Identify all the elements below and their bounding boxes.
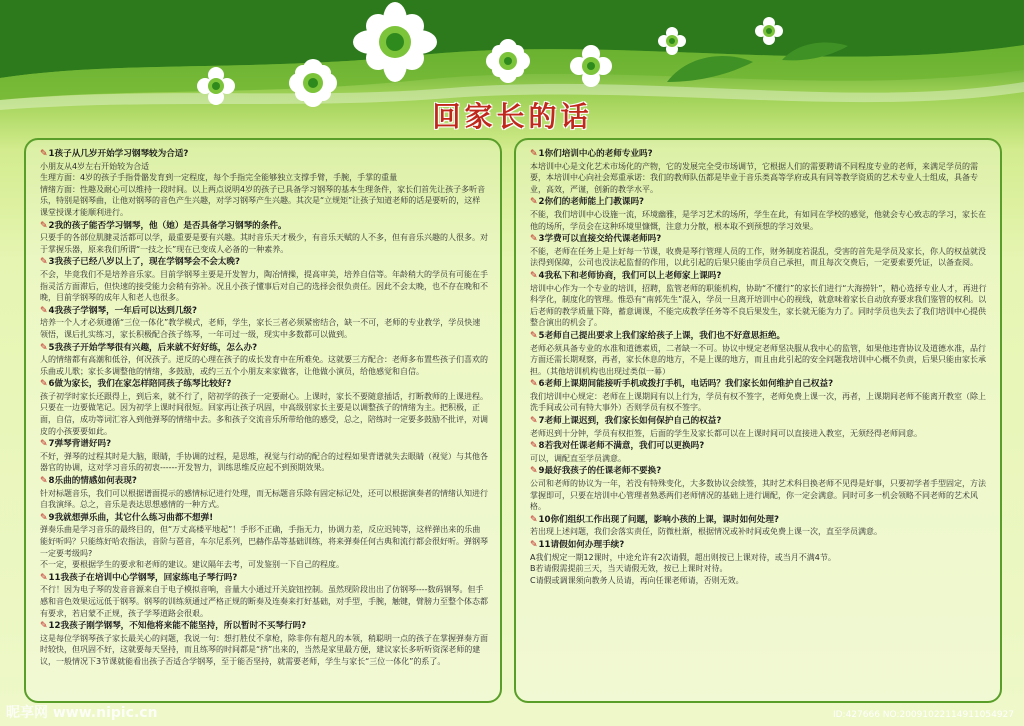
question: 8乐曲的情感如何表现? xyxy=(48,476,137,487)
flower-icon xyxy=(194,66,238,106)
pencil-icon: ✎ xyxy=(40,476,48,487)
qa-item xyxy=(40,257,488,303)
question: 12我孩子刚学钢琴，不知他将来能不能坚持，所以暂时不买琴行吗? xyxy=(48,621,307,632)
right-qa-panel xyxy=(514,138,1002,703)
question: 3我孩子已经八岁以上了，现在学钢琴会不会太晚? xyxy=(48,257,240,268)
pencil-icon: ✎ xyxy=(40,257,48,268)
answer: 只要手的各部位肌腱灵活都可以学，最重要是要有兴趣。其时音乐天才极少，有音乐天赋的人不多，但有音乐兴趣的人很多。对于掌握乐器，原来我们所谓“一技之长”现在已变成人必备的一种素养。 xyxy=(40,233,488,254)
answer: 培养一个人才必须遵循“三位一体化”教学模式，老师，学生，家长三者必须紧密结合，缺一不可，老师的专业教学，学员快速领悟，课后扎实练习，家长积极配合孩子练琴，一年可过一级，现实中多数都可以做到。 xyxy=(40,318,481,339)
pencil-icon: ✎ xyxy=(530,416,538,427)
answer: 不能，老师在任务上是上好每一节课，收费是琴行管理人员的工作，财务制度若混乱，受害的首先是学员及家长，你人的权益就没法得到保障，公司也没法起监督的作用，以此引起的后果只能由学员自己承担，而且每次交费后，一定要索要凭证，以备查阅。 xyxy=(530,246,986,268)
answer: 我们培训中心规定：老师在上课期间有以上行为，学员有权不签字，老师免费上课一次，再者，上课期间老师不能离开教室（除上洗手间或公司有特大事外）否则学员有权不签字。 xyxy=(530,391,986,413)
pencil-icon: ✎ xyxy=(530,466,538,477)
qa-item xyxy=(530,540,988,586)
pencil-icon: ✎ xyxy=(530,441,538,452)
pencil-icon: ✎ xyxy=(530,540,538,550)
pencil-icon: ✎ xyxy=(530,149,538,159)
qa-item xyxy=(40,621,488,667)
answer: 公司和老师的协议为一年，若没有特殊变化，大多数协议会续签，其时艺术科目换老师不见得是好事，只要初学者手型固定，方法掌握即可，只要在培训中心管理者熟悉两们老师情况的基础上进行调配，你一定会满意。同时可多一机会领略不同老师的艺术风格。 xyxy=(530,479,986,512)
answer: 不能，我们培训中心设施一流，环境幽雅，是学习艺术的场所，学生在此，有如同在学校的感觉，他就会专心致志的学习，家长在他的场所，学员会在这种环境里慷慨，注意力分散，根本取不到预想的学习效果。 xyxy=(530,209,986,231)
question: 4我孩子学钢琴，一年后可以达到几级? xyxy=(48,305,198,316)
pencil-icon: ✎ xyxy=(530,514,538,525)
answer: 这是每位学钢琴孩子家长最关心的问题，我说一句：想打胜仗不拿枪，除非你有超凡的本领，稍聪明一点的孩子在掌握弹奏方面时较快，但巩固不好，这就要每天坚持，而且练琴的时间都是“挤”出来的，当然是家里最方便，建议家长多听听资深老师的建议，一般情况下3节课就能看出孩子否适合学钢琴，至于能否坚持，就需要老师，学生与家长“三位一体化”的系了。 xyxy=(40,633,488,666)
qa-item xyxy=(40,379,488,437)
answer: 老师必须具备专业的水准和道德素质，二者缺一不可。协议中规定老师坚决服从我中心的监管，如果他违背协议及道德水准，品行方面还需长期观察，再者，家长休息的地方，不是上课的地方，而且由此引起的安全问题我培训中心概不负责，后果只能由家长承担。（其他培训机构也出现过类似一幕） xyxy=(530,343,986,376)
qa-item xyxy=(40,221,488,256)
question: 10你们组织工作出现了问题，影响小孩的上课，课时如何处理? xyxy=(538,514,779,525)
answer: 弹奏乐曲是学习音乐的最终目的，但“万丈高楼平地起”！手形不正确，手指无力，协调力差，反应迟钝等，这样弹出来的乐曲能好听吗？只能练好哈农指法，音阶与琶音，车尔尼系列，巴赫作品等基础训练，将来弹奏任何古典和流行都会很好听。弹钢琴一定要考级吗? 不一定，要根据学生的要求和老师的建议。建议隔年去考，可发鉴别一下自己的程度。 xyxy=(40,525,488,570)
pencil-icon: ✎ xyxy=(530,379,538,390)
pencil-icon: ✎ xyxy=(530,234,538,245)
pencil-icon: ✎ xyxy=(40,342,48,353)
question: 2我的孩子能否学习钢琴，他（她）是否具备学习钢琴的条件。 xyxy=(48,220,287,231)
question: 9我就想弹乐曲，其它什么练习曲都不想弹! xyxy=(48,512,214,523)
qa-item xyxy=(40,573,488,619)
flower-large-icon xyxy=(345,2,445,82)
answer: 针对标题音乐，我们可以根据谱面提示的感情标记进行处理，而无标题音乐除有固定标记处，还可以根据演奏者的情绪认知进行自我演绎。总之，音乐是表达思想感情的一种方式。 xyxy=(40,488,488,510)
watermark-logo: 昵享网 www.nipic.cn xyxy=(6,705,158,721)
answer: 不好，弹琴的过程其时是大脑，眼睛，手协调的过程，是思维，视觉与行动的配合的过程如果背谱就失去眼睛（视觉）与其他各器官的协调，这对学习音乐的初衷------开发智力，训练思维反应起不到预期效果。 xyxy=(40,451,488,473)
answer: A我们规定一期12课时，中途允许有2次请假，超出则按已上课对待，或当月不满4节。 B若请假需提前三天，当天请假无效，按已上课时对待。 C请假或调课须向教务人员请，再向任课老师请，否则无效。 xyxy=(530,552,836,585)
question: 2你们的老师能上门教课吗? xyxy=(538,197,645,208)
question: 11我孩子在培训中心学钢琴，回家练电子琴行吗? xyxy=(48,572,238,583)
pencil-icon: ✎ xyxy=(40,621,48,632)
qa-item xyxy=(530,466,988,512)
answer: 培训中心作为一个专业的培训，招聘，监管老师的职能机构，协助“不懂行”的家长们进行“大海捞针”，精心选择专业人才，再进行科学化，制度化的管理。惟恐有“南郭先生”混入，学员一旦离开培训中心的视线，就意味着家长自动放弃要求我们鉴管的权利。以后老师的教学质量下降，蓄意调课，不能完成教学任务等不良后果发生，家长就无能为力了。同时学员也失去了我们培训中心提供整合演出的机会了。 xyxy=(530,283,987,328)
pencil-icon: ✎ xyxy=(40,305,48,316)
flower-icon xyxy=(480,38,536,84)
answer: 若出现上述问题，我们会落实责任，防微杜渐，根据情况或补时间或免费上课一次，直至学员满意。 xyxy=(530,527,882,537)
pencil-icon: ✎ xyxy=(40,512,48,523)
flower-icon xyxy=(565,44,617,88)
question: 8若我对任课老师不满意，我们可以更换吗? xyxy=(538,441,705,452)
question: 11请假如何办理手续? xyxy=(538,540,625,550)
qa-item xyxy=(40,343,488,378)
pencil-icon: ✎ xyxy=(530,270,538,281)
answer: 孩子初学时家长还跟得上，到后来，就不行了，陪初学的孩子一定要耐心。上课时，家长不要随意插话，打断教师的上课进程。只要在一边要做笔记。因为初学上课时间很短。回家再让孩子巩固，中高级别家长主要是以调整孩子的情绪为主。把积极，正面，自信，成功等词汇容入到他弹琴的情绪中去。多和孩子交流音乐所带给他的感受，总之，陪练时一定要多鼓励不批评，对调皮的小孩要要如此。 xyxy=(40,391,488,436)
qa-item xyxy=(530,234,988,269)
qa-item xyxy=(530,197,988,232)
answer: 小朋友从4岁左右开始较为合适 生理方面：4岁的孩子手指骨骼发育到一定程度，每个手指完全能够独立支撑手臂，手腕，手掌的重量 情绪方面：性趣及耐心可以维持一段时间。以上两点说明4岁的孩子已具备学习钢琴的基本生理条件，家长们首先让孩子多听音乐，特别是钢琴曲，让他对钢琴的音色产生兴趣，对学习钢琴产生兴趣。其次是“立规矩”让孩子知道老师的话是要听的，这样课堂授课才能顺利进行。 xyxy=(40,161,486,217)
question: 1你们培训中心的老师专业吗? xyxy=(538,149,653,159)
answer: 老师迟到十分钟，学员有权拒签，后面的学生及家长都可以在上课时间可以直接进入教室，无须经得老师同意。 xyxy=(530,428,922,438)
answer: 不行！因为电子琴的发音音源来自于电子模拟音响，音量大小通过开关旋钮控制。虽然现阶段出出了仿钢琴----数码钢琴。但手感和音色效果远远低于钢琴。钢琴的训练须通过严格正规的断奏及连奏来打好基础，对手型，手腕，触键，臂膀力至整个体态都有要求，若启蒙不正规，孩子学琴道路会很艰。 xyxy=(40,585,488,618)
leaf-icon xyxy=(665,52,755,86)
qa-item xyxy=(40,439,488,474)
question: 5老师自己提出要求上我们家给孩子上课，我们也不好意思拒绝。 xyxy=(538,330,786,341)
qa-item xyxy=(530,331,988,377)
question: 6老师上课期间能接听手机或拨打手机，电话吗？我们家长如何维护自己权益? xyxy=(538,379,834,390)
question: 4我私下和老师协商，我们可以上老师家上课吗? xyxy=(538,270,722,281)
question: 5我孩子开始学琴很有兴趣，后来就不好好练，怎么办? xyxy=(48,342,258,353)
pencil-icon: ✎ xyxy=(40,572,48,583)
question: 6做为家长，我们在家怎样陪同孩子练琴比较好? xyxy=(48,379,232,390)
qa-item xyxy=(530,515,988,538)
title-banner xyxy=(395,92,630,138)
answer: 人的情绪都有高潮和低谷，何况孩子。逆反的心理在孩子的成长发育中在所难免。这就要三方配合：老师多布置些孩子们喜欢的乐曲或儿歌；家长多调整他的情绪，多鼓励，或约三五个小朋友来家做客，让他做小演员，给他感觉和自信。 xyxy=(40,355,488,376)
qa-item xyxy=(40,149,488,219)
qa-item xyxy=(530,149,988,195)
leaf-icon xyxy=(780,38,850,64)
question: 7老师上课迟到，我们家长如何保护自己的权益? xyxy=(538,416,722,427)
pencil-icon: ✎ xyxy=(40,220,48,231)
answer: 可以，调配直至学员满意。 xyxy=(530,453,626,463)
flower-icon xyxy=(282,58,344,108)
pencil-icon: ✎ xyxy=(530,330,538,341)
question: 7弹琴背谱好吗? xyxy=(48,439,112,450)
qa-item xyxy=(530,441,988,464)
question: 3学费可以直接交给代课老师吗? xyxy=(538,234,662,245)
image-id-text: ID:427666 NO:20091022114911054927 xyxy=(832,710,1014,720)
pencil-icon: ✎ xyxy=(40,379,48,390)
pencil-icon: ✎ xyxy=(530,197,538,208)
page-title: 回家长的话 xyxy=(432,100,593,133)
qa-item xyxy=(40,306,488,341)
question: 9最好我孩子的任课老师不要换? xyxy=(538,466,662,477)
qa-item xyxy=(40,476,488,511)
left-qa-panel xyxy=(24,138,502,703)
qa-item xyxy=(530,379,988,414)
qa-item xyxy=(530,416,988,439)
qa-item xyxy=(40,513,488,571)
answer: 不会，毕竟我们不是培养音乐家。目前学钢琴主要是开发智力，陶冶情操，提高审美，培养自信等。年龄稍大的学员有可能在手指灵活方面滞后，但快速的接受能力会稍有弥补。况且小孩子懂事后对自己的选择会很负责任。因此不会太晚，也不存在晚和不晚，目前学钢琴的成年人和老人也很多。 xyxy=(40,269,488,303)
answer: 本培训中心是文化艺术市场化的产物，它的发展完全受市场调节，它根据人们的需要聘请不同程度专业的老师，来满足学员的需要，本培训中心向社会郑重承诺：我们的教师队伍都是毕业于音乐类高等学府或具有同等教学资质的艺术专业人士组成，具备专业，高效，严谨，创新的教学水平。 xyxy=(530,161,978,194)
question: 1孩子从几岁开始学习钢琴较为合适? xyxy=(48,149,189,159)
qa-item xyxy=(530,271,988,329)
pencil-icon: ✎ xyxy=(40,149,48,159)
pencil-icon: ✎ xyxy=(40,439,48,450)
